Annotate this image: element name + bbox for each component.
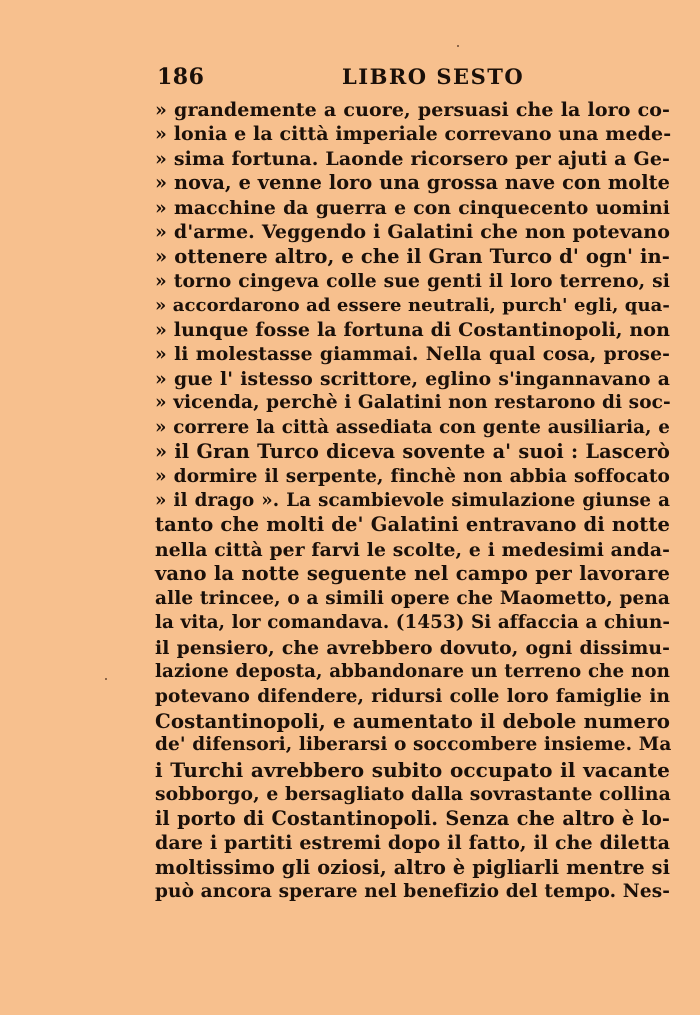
text-line: » macchine da guerra e con cinquecento uomini bbox=[155, 196, 670, 219]
text-line: alle trincee, o a simili opere che Maometto, pena bbox=[155, 587, 670, 609]
text-line: » lunque fosse la fortuna di Costantinopoli, non bbox=[155, 318, 670, 341]
text-line: » li molestasse giammai. Nella qual cosa, prose- bbox=[155, 343, 670, 366]
text-line: la vita, lor comandava. (1453) Si affaccia a chiun- bbox=[155, 612, 670, 634]
text-line: » vicenda, perchè i Galatini non restarono di soc- bbox=[155, 392, 671, 414]
text-line: il porto di Costantinopoli. Senza che altro è lo- bbox=[155, 806, 670, 830]
text-line: lazione deposta, abbandonare un terreno che non bbox=[155, 661, 670, 683]
page-number: 186 bbox=[157, 64, 205, 90]
text-line: il pensiero, che avrebbero dovuto, ogni dissimu- bbox=[155, 636, 670, 659]
paper-speck bbox=[457, 45, 459, 47]
text-line: vano la notte seguente nel campo per lavorare bbox=[155, 562, 670, 586]
text-line: » sima fortuna. Laonde ricorsero per ajuti a Ge- bbox=[155, 147, 670, 170]
text-line: » lonia e la città imperiale correvano una mede- bbox=[155, 123, 672, 146]
text-line: » gue l' istesso scrittore, eglino s'ingannavano a bbox=[155, 367, 670, 390]
text-line: può ancora sperare nel benefizio del tempo. Nes- bbox=[155, 881, 670, 902]
text-line: » grandemente a cuore, persuasi che la loro co- bbox=[155, 99, 670, 121]
text-line: Costantinopoli, e aumentato il debole numero bbox=[155, 708, 670, 733]
text-line: » correre la città assediata con gente ausiliaria, e bbox=[155, 416, 670, 438]
text-line: dare i partiti estremi dopo il fatto, il che diletta bbox=[155, 832, 670, 855]
text-line: » accordarono ad essere neutrali, purch' egli, qua- bbox=[155, 294, 671, 316]
running-title: LIBRO SESTO bbox=[342, 64, 525, 89]
text-line: » il drago ». La scambievole simulazione giunse a bbox=[155, 490, 670, 511]
text-line: » il Gran Turco diceva sovente a' suoi : Lascerò bbox=[155, 440, 670, 464]
text-line: » torno cingeva colle sue genti il loro terreno, si bbox=[155, 270, 670, 293]
text-line: moltissimo gli oziosi, altro è pigliarli mentre si bbox=[155, 855, 670, 879]
text-line: » dormire il serpente, finchè non abbia soffocato bbox=[155, 465, 670, 487]
text-line: i Turchi avrebbero subito occupato il vacante bbox=[155, 757, 670, 782]
text-line: de' difensori, liberarsi o soccombere insieme. Ma bbox=[155, 734, 672, 756]
text-line: » ottenere altro, e che il Gran Turco d' ogn' in- bbox=[155, 244, 670, 268]
page-header bbox=[155, 64, 665, 96]
text-line: tanto che molti de' Galatini entravano di notte bbox=[155, 513, 670, 537]
text-line: potevano difendere, ridursi colle loro famiglie in bbox=[155, 685, 670, 707]
text-line: sobborgo, e bersagliato dalla sovrastante collina bbox=[155, 783, 671, 806]
text-line: » d'arme. Veggendo i Galatini che non potevano bbox=[155, 221, 670, 244]
text-line: » nova, e venne loro una grossa nave con molte bbox=[155, 171, 670, 195]
body-text bbox=[155, 98, 670, 904]
text-line: nella città per farvi le scolte, e i medesimi anda- bbox=[155, 538, 670, 561]
paper-speck bbox=[105, 678, 107, 680]
